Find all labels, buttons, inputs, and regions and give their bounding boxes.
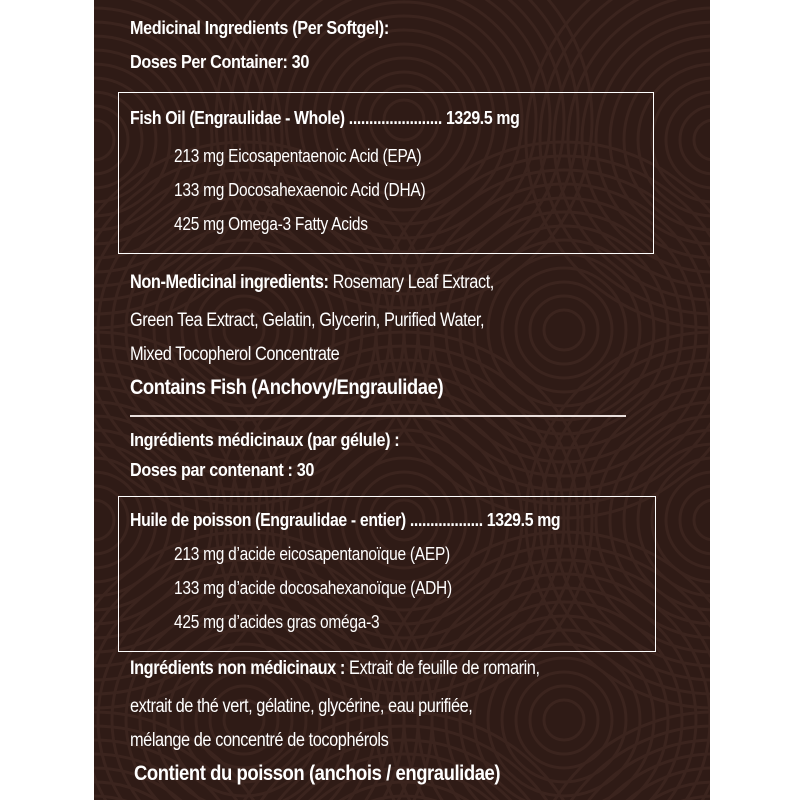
en-allergen-statement: Contains Fish (Anchovy/Engraulidae): [130, 376, 444, 399]
fr-adh-row: 133 mg d’acide docosahexanoïque (ADH): [174, 578, 452, 598]
en-omega3-row: 425 mg Omega-3 Fatty Acids: [174, 214, 368, 234]
en-non-medicinal-line2: Green Tea Extract, Gelatin, Glycerin, Purified Water,: [130, 310, 485, 331]
fr-heading-doses: Doses par contenant : 30: [130, 460, 315, 480]
section-divider: [130, 415, 626, 417]
label-content: [94, 0, 710, 800]
en-heading-medicinal: Medicinal Ingredients (Per Softgel):: [130, 18, 389, 38]
en-dha-row: 133 mg Docosahexaenoic Acid (DHA): [174, 180, 426, 200]
label-panel: [94, 0, 710, 800]
fr-heading-medicinal: Ingrédients médicinaux (par gélule) :: [130, 430, 400, 450]
en-non-medicinal-text1: Rosemary Leaf Extract,: [328, 272, 494, 293]
fr-allergen-statement: Contient du poisson (anchois / engraulidae): [134, 762, 501, 785]
fr-non-medicinal-line2: extrait de thé vert, gélatine, glycérine, eau purifiée,: [130, 696, 473, 717]
en-epa-row: 213 mg Eicosapentaenoic Acid (EPA): [174, 146, 422, 166]
en-non-medicinal-line1: [130, 272, 494, 294]
en-fish-oil-row: Fish Oil (Engraulidae - Whole) ....................... 1329.5 mg: [130, 108, 520, 128]
en-heading-doses: Doses Per Container: 30: [130, 52, 309, 72]
fr-non-medicinal-line1: [130, 658, 540, 680]
fr-fish-oil-row: Huile de poisson (Engraulidae - entier) .................. 1329.5 mg: [130, 510, 561, 530]
fr-aep-row: 213 mg d’acide eicosapentanoïque (AEP): [174, 544, 450, 564]
en-non-medicinal-line3: Mixed Tocopherol Concentrate: [130, 344, 340, 365]
en-non-medicinal-label: Non-Medicinal ingredients:: [130, 272, 329, 293]
fr-non-medicinal-text1: Extrait de feuille de romarin,: [344, 658, 540, 679]
fr-omega3-row: 425 mg d’acides gras oméga-3: [174, 612, 380, 632]
fr-non-medicinal-label: Ingrédients non médicinaux :: [130, 658, 345, 679]
fr-non-medicinal-line3: mélange de concentré de tocophérols: [130, 730, 389, 751]
